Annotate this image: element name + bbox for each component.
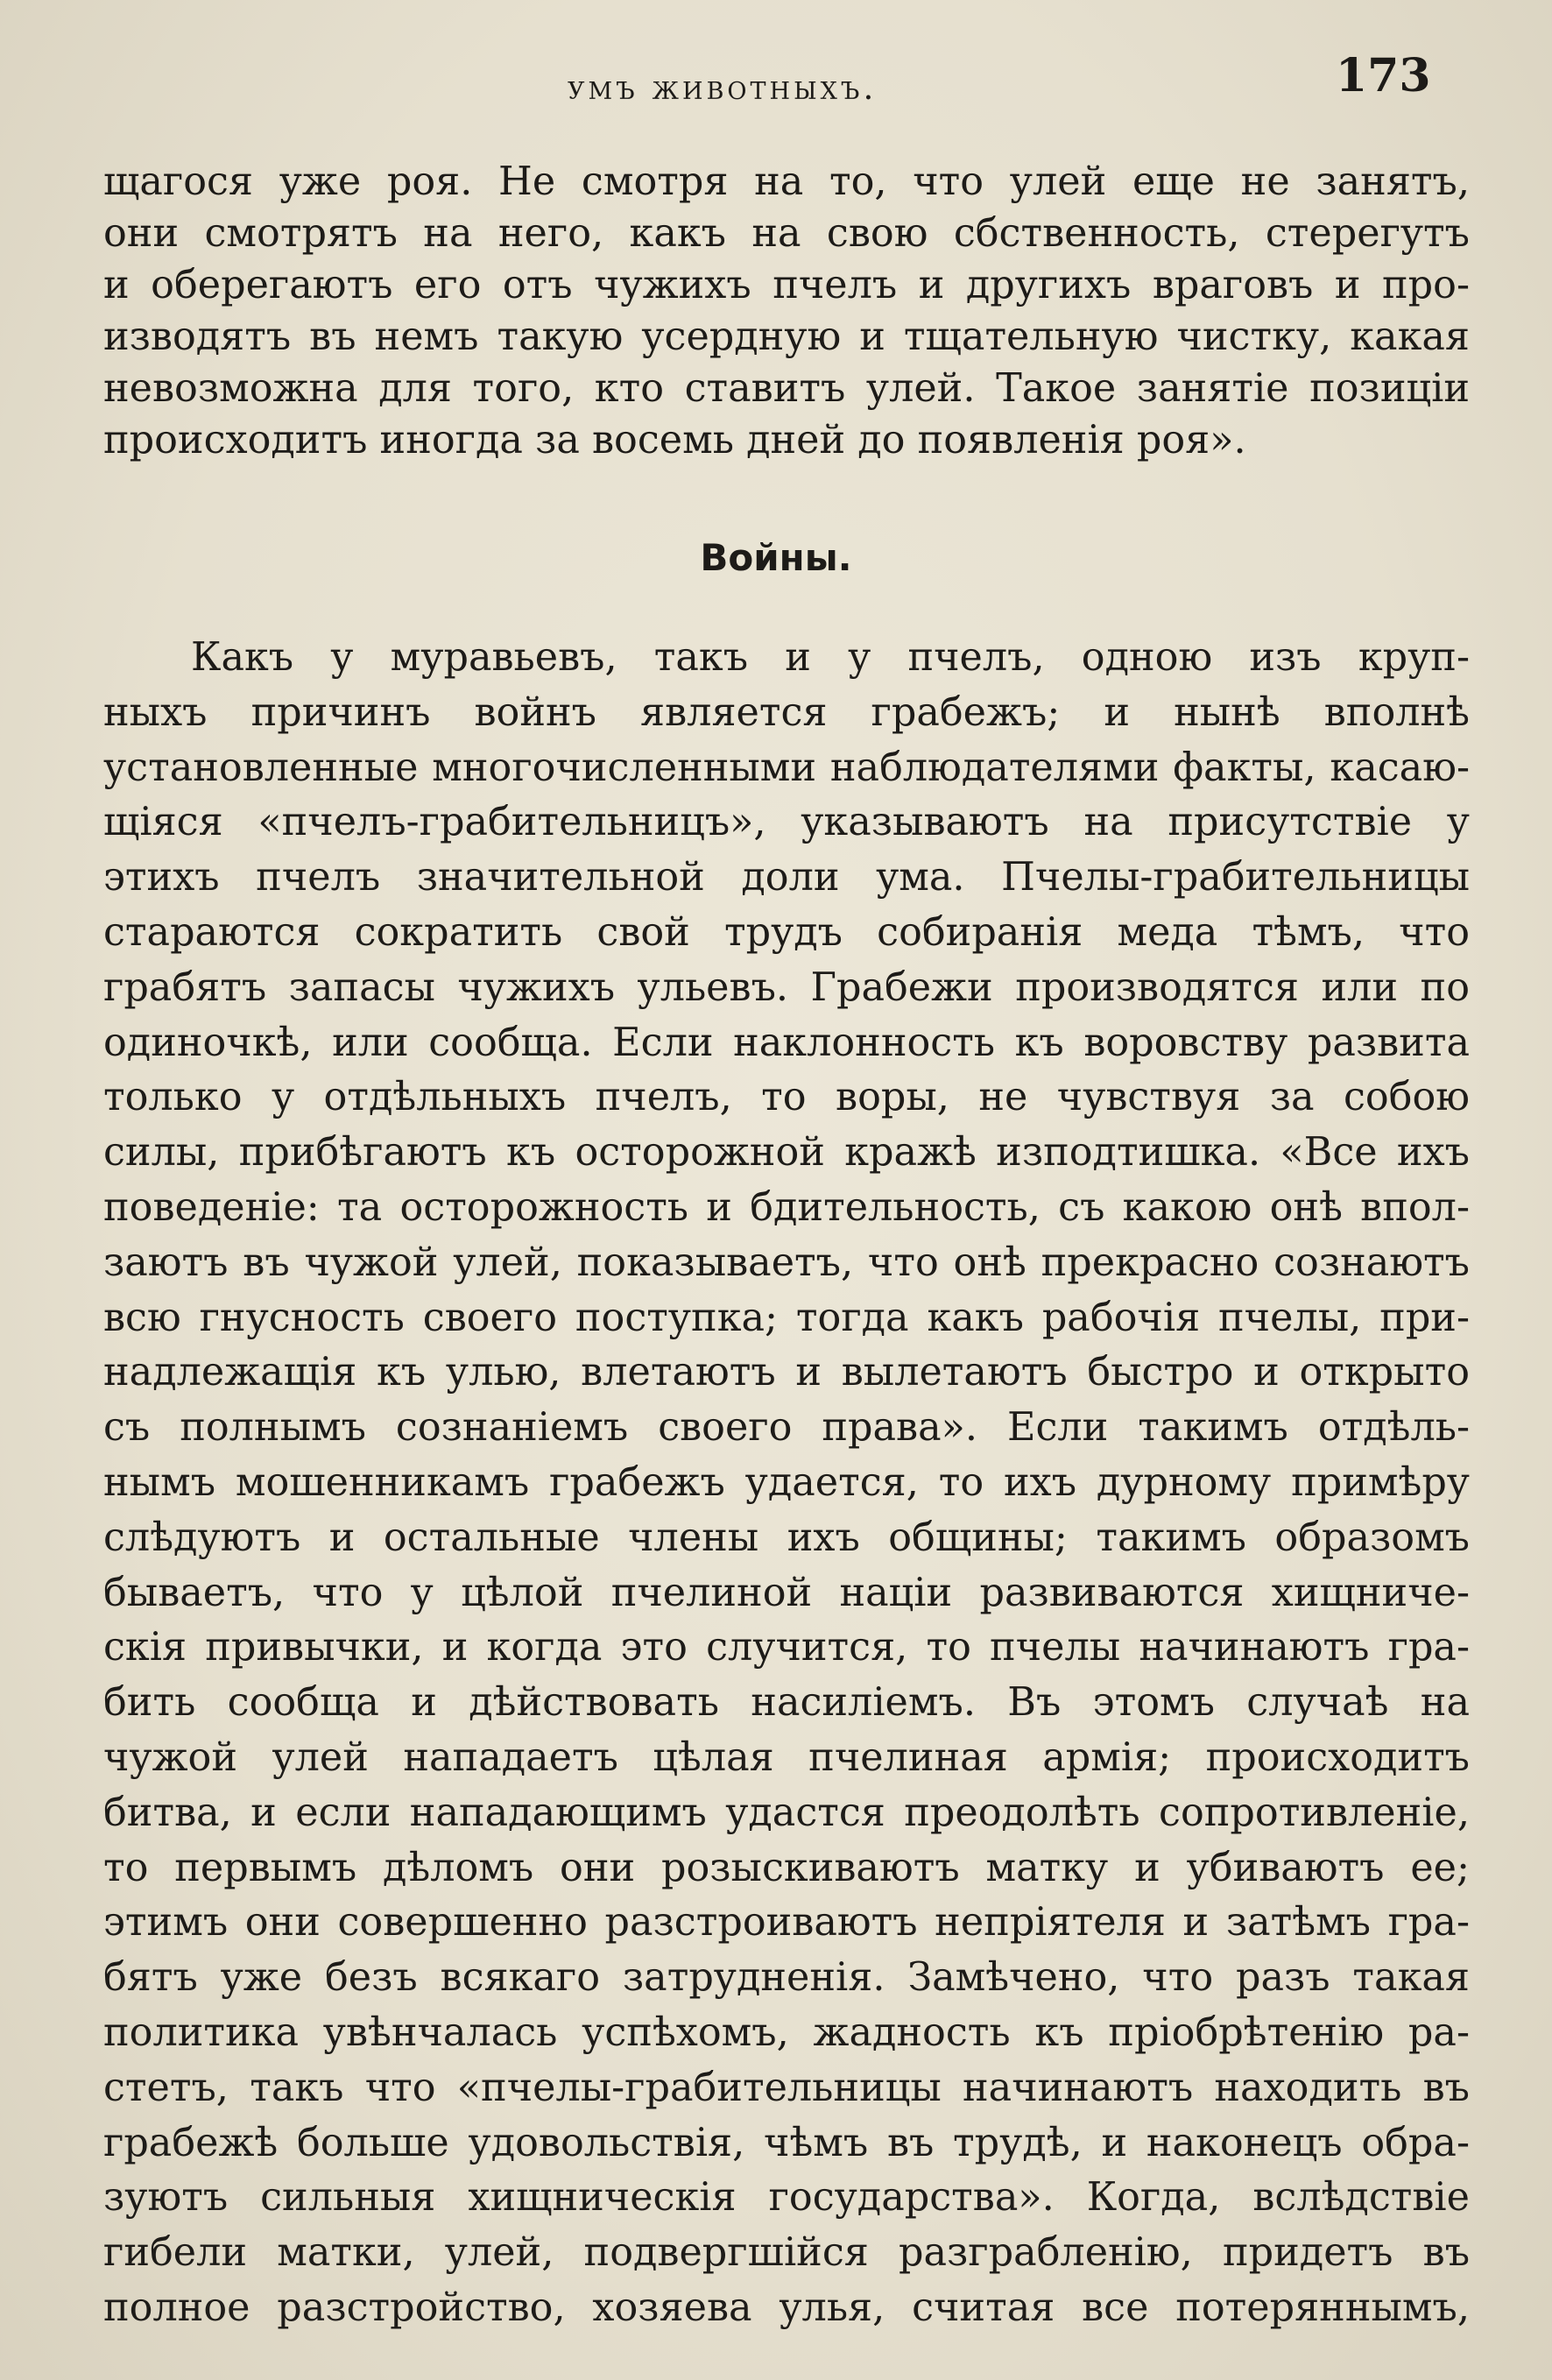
text-line: бятъ уже безъ всякаго затрудненія. Замѣчено, что разъ такая <box>103 1955 1470 2001</box>
text-line: чужой улей нападаетъ цѣлая пчелиная армія; происходитъ <box>103 1734 1470 1780</box>
text-line: слѣдуютъ и остальные члены ихъ общины; такимъ образомъ <box>103 1515 1470 1560</box>
text-line: они смотрятъ на него, какъ на свою сбственность, стерегутъ <box>103 211 1470 256</box>
text-line: происходитъ иногда за восемь дней до появленія роя». <box>103 418 1246 463</box>
text-line: надлежащія къ улью, влетаютъ и вылетаютъ быстро и открыто <box>103 1350 1470 1395</box>
text-line: полное разстройство, хозяева улья, считая все потеряннымъ, <box>103 2285 1470 2330</box>
page-number: 173 <box>1336 49 1431 102</box>
text-line: всю гнусность своего поступка; тогда какъ рабочія пчелы, при- <box>103 1295 1470 1340</box>
text-line: поведеніе: та осторожность и бдительность, съ какою онѣ впол- <box>103 1184 1470 1230</box>
text-line: стараются сократить свой трудъ собиранія меда тѣмъ, что <box>103 909 1470 955</box>
text-line: и оберегаютъ его отъ чужихъ пчелъ и другихъ враговъ и про- <box>103 263 1470 307</box>
text-line: только у отдѣльныхъ пчелъ, то воры, не чувствуя за собою <box>103 1075 1470 1120</box>
text-line: невозможна для того, кто ставитъ улей. Такое занятіе позиціи <box>103 366 1470 411</box>
text-line: гибели матки, улей, подвергшійся разграбленію, придетъ въ <box>103 2230 1470 2276</box>
text-line: щагося уже роя. Не смотря на то, что улей еще не занятъ, <box>103 159 1470 204</box>
text-line: одиночкѣ, или сообща. Если наклонность къ воровству развита <box>103 1020 1470 1065</box>
text-line: бить сообща и дѣйствовать насиліемъ. Въ этомъ случаѣ на <box>103 1680 1470 1726</box>
text-line: грабежѣ больше удовольствія, чѣмъ въ трудѣ, и наконецъ обра- <box>103 2120 1470 2165</box>
text-line: съ полнымъ сознаніемъ своего права». Если такимъ отдѣль- <box>103 1405 1470 1451</box>
text-line: зуютъ сильныя хищническія государства». Когда, вслѣдствіе <box>103 2175 1470 2221</box>
text-line: изводятъ въ немъ такую усердную и тщательную чистку, какая <box>103 314 1470 359</box>
text-line: заютъ въ чужой улей, показываетъ, что онѣ прекрасно сознаютъ <box>103 1239 1470 1285</box>
text-line: Какъ у муравьевъ, такъ и у пчелъ, одною изъ круп- <box>191 635 1470 680</box>
text-line: этихъ пчелъ значительной доли ума. Пчелы-грабительницы <box>103 855 1470 900</box>
text-line: бываетъ, что у цѣлой пчелиной націи развиваются хищниче- <box>103 1570 1470 1615</box>
text-line: установленные многочисленными наблюдателями факты, касаю- <box>103 745 1470 790</box>
text-line: скія привычки, и когда это случится, то пчелы начинаютъ гра- <box>103 1625 1470 1670</box>
paragraph-wars <box>103 631 1470 2336</box>
text-line: силы, прибѣгаютъ къ осторожной кражѣ изподтишка. «Все ихъ <box>103 1130 1470 1176</box>
paragraph-continued <box>103 156 1470 466</box>
text-line: битва, и если нападающимъ удастся преодолѣть сопротивленіе, <box>103 1790 1470 1835</box>
text-line: щіяся «пчелъ-грабительницъ», указываютъ на присутствіе у <box>103 800 1470 845</box>
text-line: грабятъ запасы чужихъ ульевъ. Грабежи производятся или по <box>103 964 1470 1010</box>
section-heading: Войны. <box>700 536 852 579</box>
text-line: то первымъ дѣломъ они розыскиваютъ матку и убиваютъ ее; <box>103 1845 1470 1890</box>
page-header <box>0 44 1552 123</box>
text-line: этимъ они совершенно разстроиваютъ непріятеля и затѣмъ гра- <box>103 1900 1470 1946</box>
text-line: нымъ мошенникамъ грабежъ удается, то ихъ дурному примѣру <box>103 1459 1470 1505</box>
text-line: политика увѣнчалась успѣхомъ, жадность къ пріобрѣтенію ра- <box>103 2009 1470 2055</box>
running-head: умъ животныхъ. <box>568 68 878 107</box>
text-line: ныхъ причинъ войнъ является грабежъ; и нынѣ вполнѣ <box>103 689 1470 735</box>
text-line: стетъ, такъ что «пчелы-грабительницы начинаютъ находить въ <box>103 2065 1470 2110</box>
